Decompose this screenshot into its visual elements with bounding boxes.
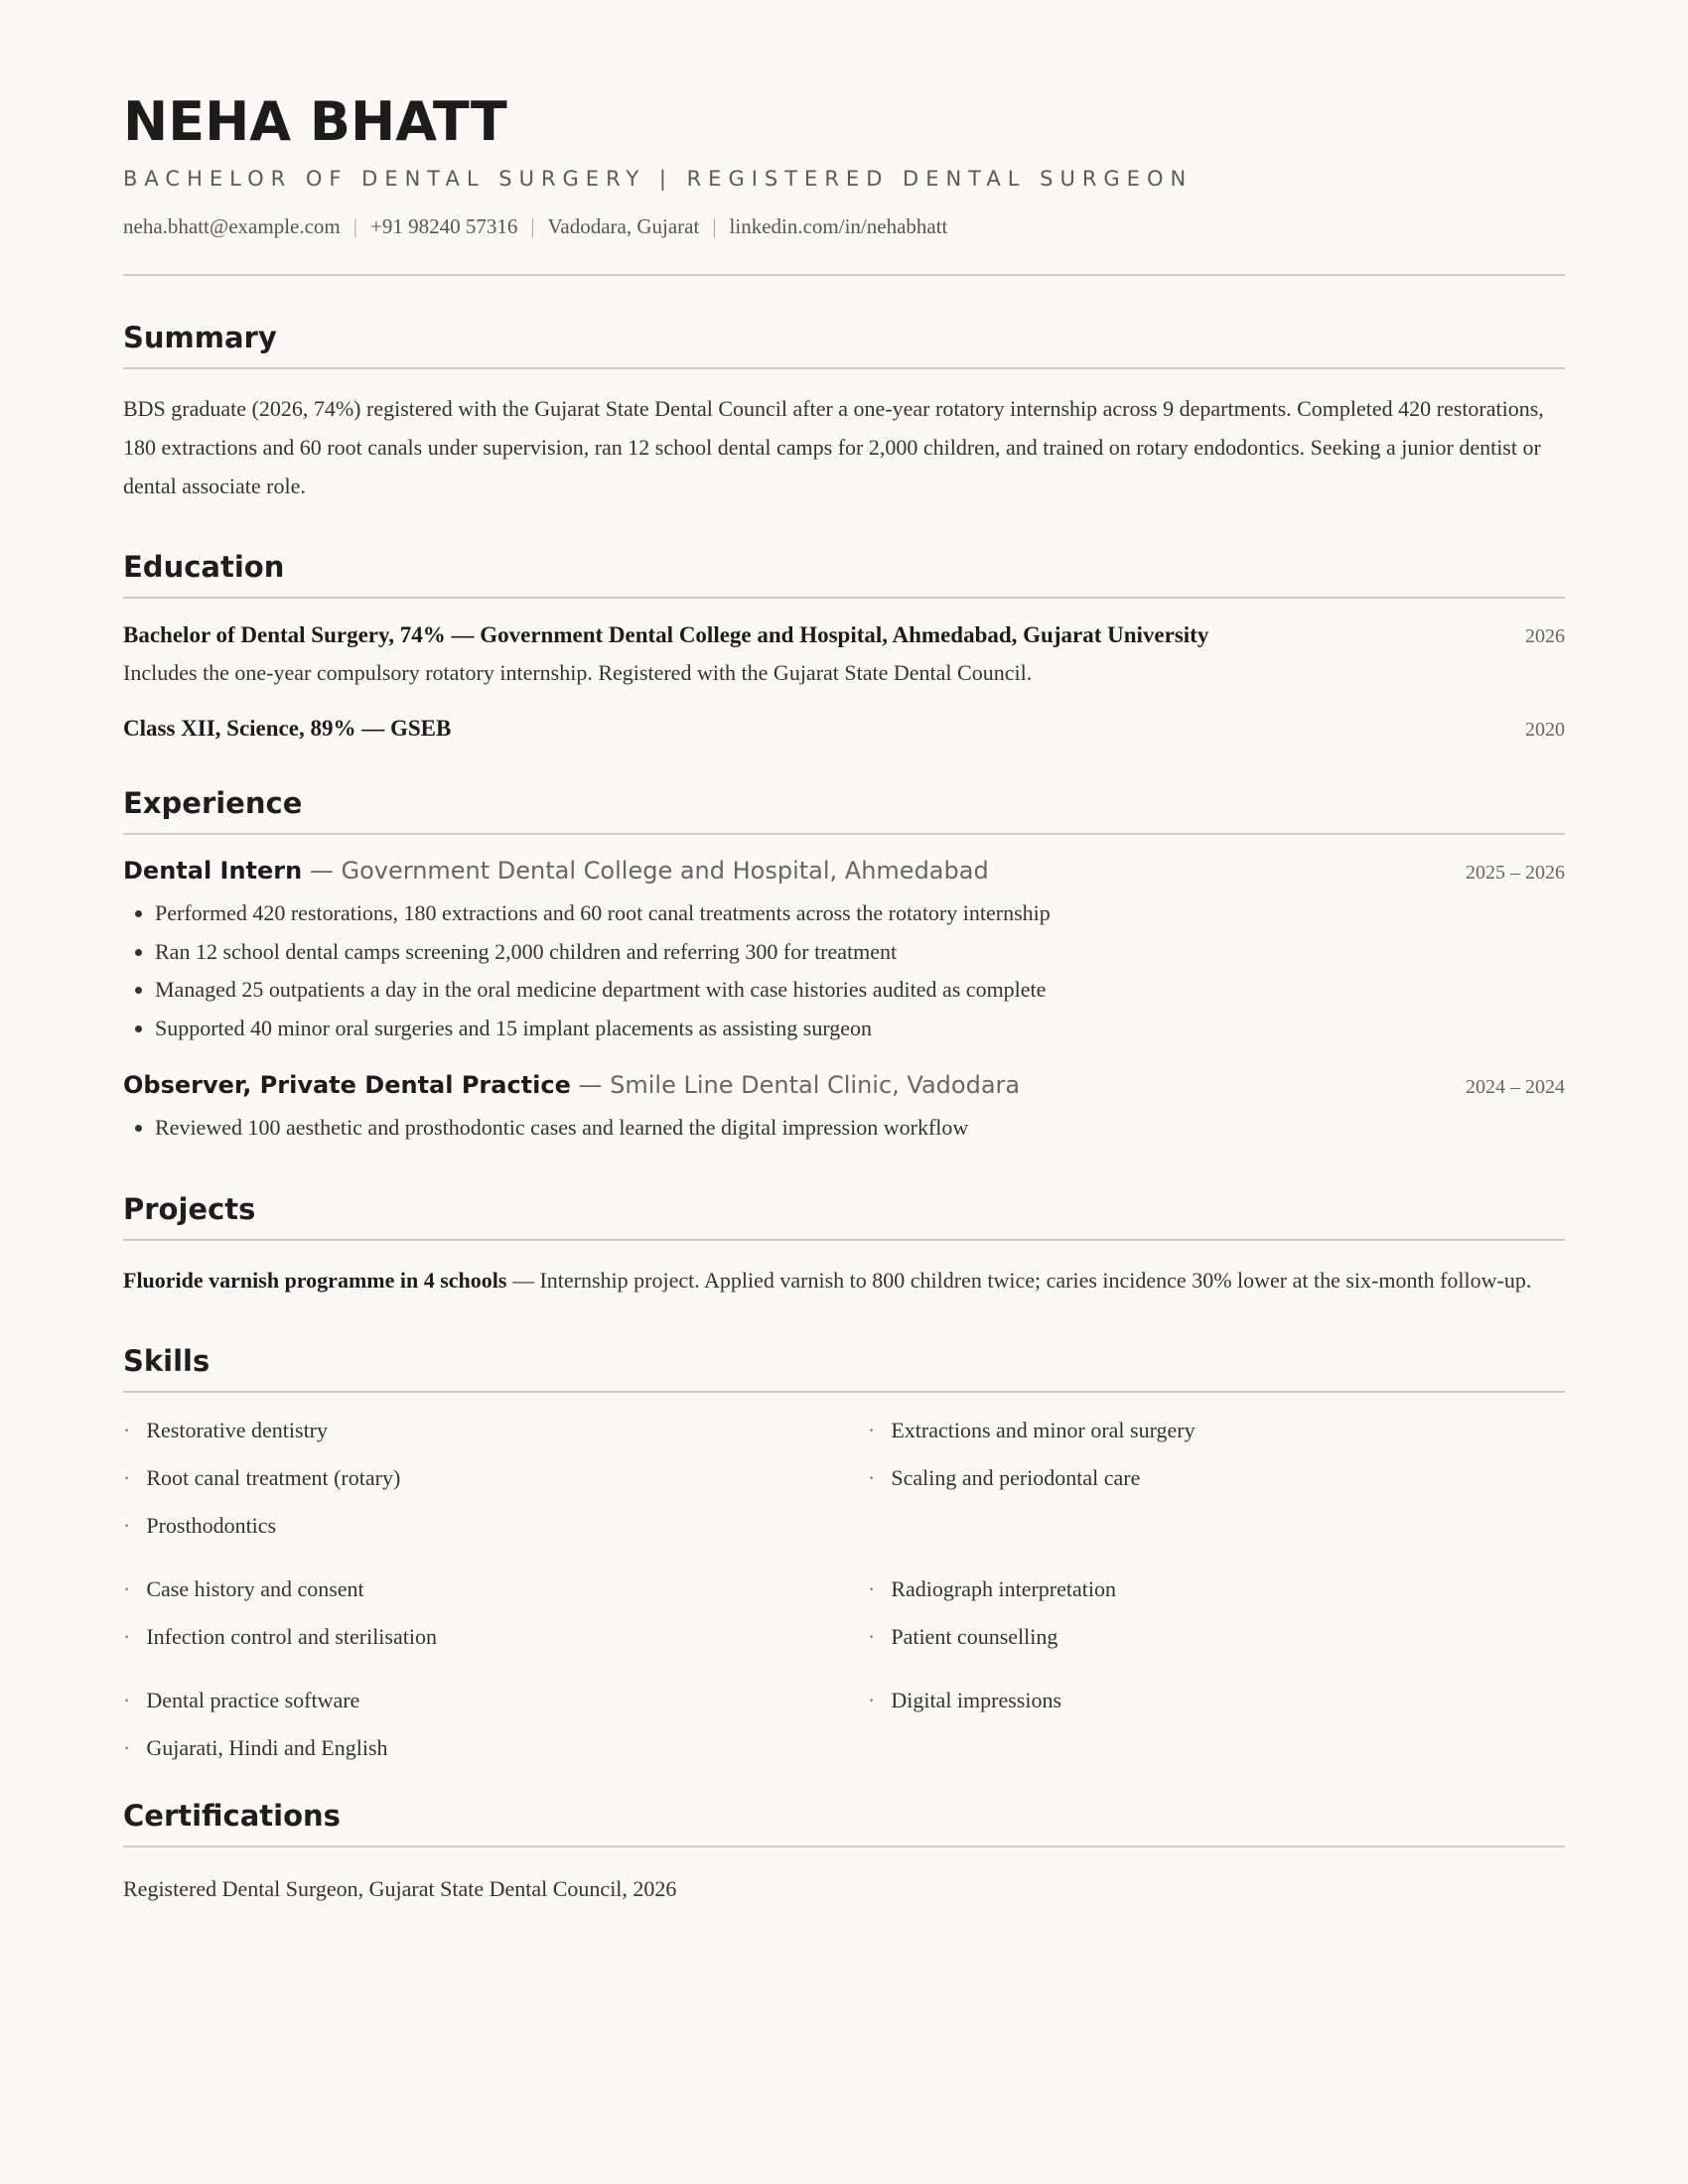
education-section: [123, 547, 1565, 742]
bullet-glyph: ·: [868, 1417, 876, 1442]
bullet-glyph: ·: [123, 1623, 131, 1649]
section-divider: [123, 1239, 1565, 1241]
skill-item: [123, 1407, 868, 1454]
summary-section: [123, 318, 1565, 505]
bullet-glyph: ·: [123, 1512, 131, 1538]
experience-section: [123, 783, 1565, 1148]
skill-label: Case history and consent: [146, 1575, 364, 1601]
skill-item: [868, 1566, 1563, 1613]
bullet-glyph: ·: [868, 1575, 876, 1601]
degree-title: Class XII, Science, 89% — GSEB: [123, 716, 452, 741]
skill-item: [123, 1677, 868, 1724]
section-divider: [123, 833, 1565, 835]
skill-label: Digital impressions: [891, 1687, 1062, 1712]
section-divider: [123, 367, 1565, 369]
job-bullets: [123, 1109, 1565, 1148]
section-title: Projects: [123, 1191, 256, 1226]
projects-section: [123, 1189, 1565, 1299]
section-divider: [123, 1391, 1565, 1393]
contact-separator: |: [530, 214, 535, 238]
skill-item: [868, 1454, 1563, 1502]
job-heading: [123, 1071, 1020, 1099]
section-title: Skills: [123, 1343, 211, 1378]
bullet-glyph: ·: [123, 1575, 131, 1601]
skill-label: Dental practice software: [146, 1687, 360, 1712]
skill-group-gap: [123, 1550, 1563, 1566]
bullet-glyph: ·: [868, 1687, 876, 1712]
education-entry: [123, 716, 1565, 742]
contact-separator: |: [712, 214, 717, 238]
bullet-glyph: ·: [123, 1734, 131, 1760]
skill-item: [868, 1677, 1563, 1724]
certification-item: Registered Dental Surgeon, Gujarat State Dental Council, 2026: [123, 1875, 677, 1901]
job-entry: [123, 1071, 1565, 1148]
list-item: • Reviewed 100 aesthetic and prosthodontic cases and learned the digital impression workflow: [155, 1109, 1565, 1148]
skill-label: Radiograph interpretation: [891, 1575, 1116, 1601]
skill-label: Patient counselling: [891, 1623, 1058, 1649]
header-divider: [123, 274, 1565, 276]
skill-label: Prosthodontics: [146, 1512, 277, 1538]
section-title: Experience: [123, 786, 303, 820]
bullet-glyph: ·: [868, 1464, 876, 1490]
bullet-glyph: ·: [868, 1623, 876, 1649]
skill-item: [123, 1502, 868, 1550]
job-role: Observer, Private Dental Practice: [123, 1071, 571, 1099]
certifications-section: [123, 1796, 1565, 1908]
job-organization: — Smile Line Dental Clinic, Vadodara: [570, 1071, 1021, 1099]
contact-linkedin[interactable]: linkedin.com/in/nehabhatt: [729, 214, 948, 238]
skills-grid: [123, 1407, 1565, 1772]
bullet-glyph: ·: [123, 1464, 131, 1490]
list-item: • Managed 25 outpatients a day in the oral medicine department with case histories audited as complete: [155, 971, 1565, 1010]
section-title: Education: [123, 550, 285, 584]
skill-label: Scaling and periodontal care: [891, 1464, 1141, 1490]
skill-item: [868, 1613, 1563, 1661]
skill-label: Extractions and minor oral surgery: [891, 1417, 1196, 1442]
professional-tagline: BACHELOR OF DENTAL SURGERY | REGISTERED DENTAL SURGEON: [123, 167, 1194, 191]
job-bullets: [123, 894, 1565, 1047]
skill-label: Infection control and sterilisation: [146, 1623, 437, 1649]
list-item: • Ran 12 school dental camps screening 2,000 children and referring 300 for treatment: [155, 933, 1565, 972]
project-item: [123, 1261, 1565, 1299]
skill-label: Root canal treatment (rotary): [146, 1464, 401, 1490]
entry-date: 2024 – 2024: [1466, 1076, 1565, 1098]
entry-date: 2025 – 2026: [1466, 862, 1565, 884]
list-item: • Supported 40 minor oral surgeries and 15 implant placements as assisting surgeon: [155, 1010, 1565, 1048]
entry-date: 2020: [1525, 719, 1565, 741]
contact-line: [123, 214, 1565, 244]
education-entry: [123, 622, 1565, 686]
bullet-glyph: ·: [123, 1687, 131, 1712]
list-item: • Performed 420 restorations, 180 extractions and 60 root canal treatments across the rotatory internship: [155, 894, 1565, 933]
skill-item: [123, 1566, 868, 1613]
contact-separator: |: [352, 214, 357, 238]
bullet-glyph: ·: [123, 1417, 131, 1442]
section-title: Certifications: [123, 1798, 341, 1833]
degree-note: Includes the one-year compulsory rotatory internship. Registered with the Gujarat State Dental Council.: [123, 660, 1033, 685]
contact-location: Vadodara, Gujarat: [547, 214, 700, 238]
entry-date: 2026: [1525, 625, 1565, 647]
skill-label: Restorative dentistry: [146, 1417, 329, 1442]
contact-phone[interactable]: +91 98240 57316: [369, 214, 518, 238]
section-divider: [123, 1845, 1565, 1847]
skill-item: [123, 1454, 868, 1502]
job-organization: — Government Dental College and Hospital, Ahmedabad: [302, 857, 989, 885]
resume-header: [123, 87, 1565, 276]
skill-item: [123, 1724, 868, 1772]
project-name: Fluoride varnish programme in 4 schools: [123, 1267, 507, 1293]
skill-label: Gujarati, Hindi and English: [146, 1734, 388, 1760]
job-role: Dental Intern: [123, 857, 303, 885]
skills-section: [123, 1341, 1565, 1772]
degree-title: Bachelor of Dental Surgery, 74% — Government Dental College and Hospital, Ahmedabad, Gujarat University: [123, 622, 1209, 647]
job-heading: [123, 857, 989, 885]
skill-empty-cell: [868, 1502, 1563, 1550]
project-description: — Internship project. Applied varnish to 800 children twice; caries incidence 30% lower at the six-month follow-up.: [506, 1267, 1532, 1293]
job-entry: [123, 857, 1565, 1047]
section-title: Summary: [123, 321, 277, 354]
contact-email[interactable]: neha.bhatt@example.com: [123, 214, 341, 238]
skill-item: [868, 1407, 1563, 1454]
skill-group-gap: [123, 1661, 1563, 1677]
candidate-name: NEHA BHATT: [123, 90, 507, 153]
skill-item: [123, 1613, 868, 1661]
section-divider: [123, 597, 1565, 599]
summary-text: BDS graduate (2026, 74%) registered with the Gujarat State Dental Council after a one-year rotatory internship across 9 departments. Completed 420 restorations, 180 extractions and 60 root canals under supervision, ran 12 school dental camps for 2,000 children, and trained on rotary endodontics. Seeking a junior dentist or dental associate role.: [123, 396, 1544, 498]
